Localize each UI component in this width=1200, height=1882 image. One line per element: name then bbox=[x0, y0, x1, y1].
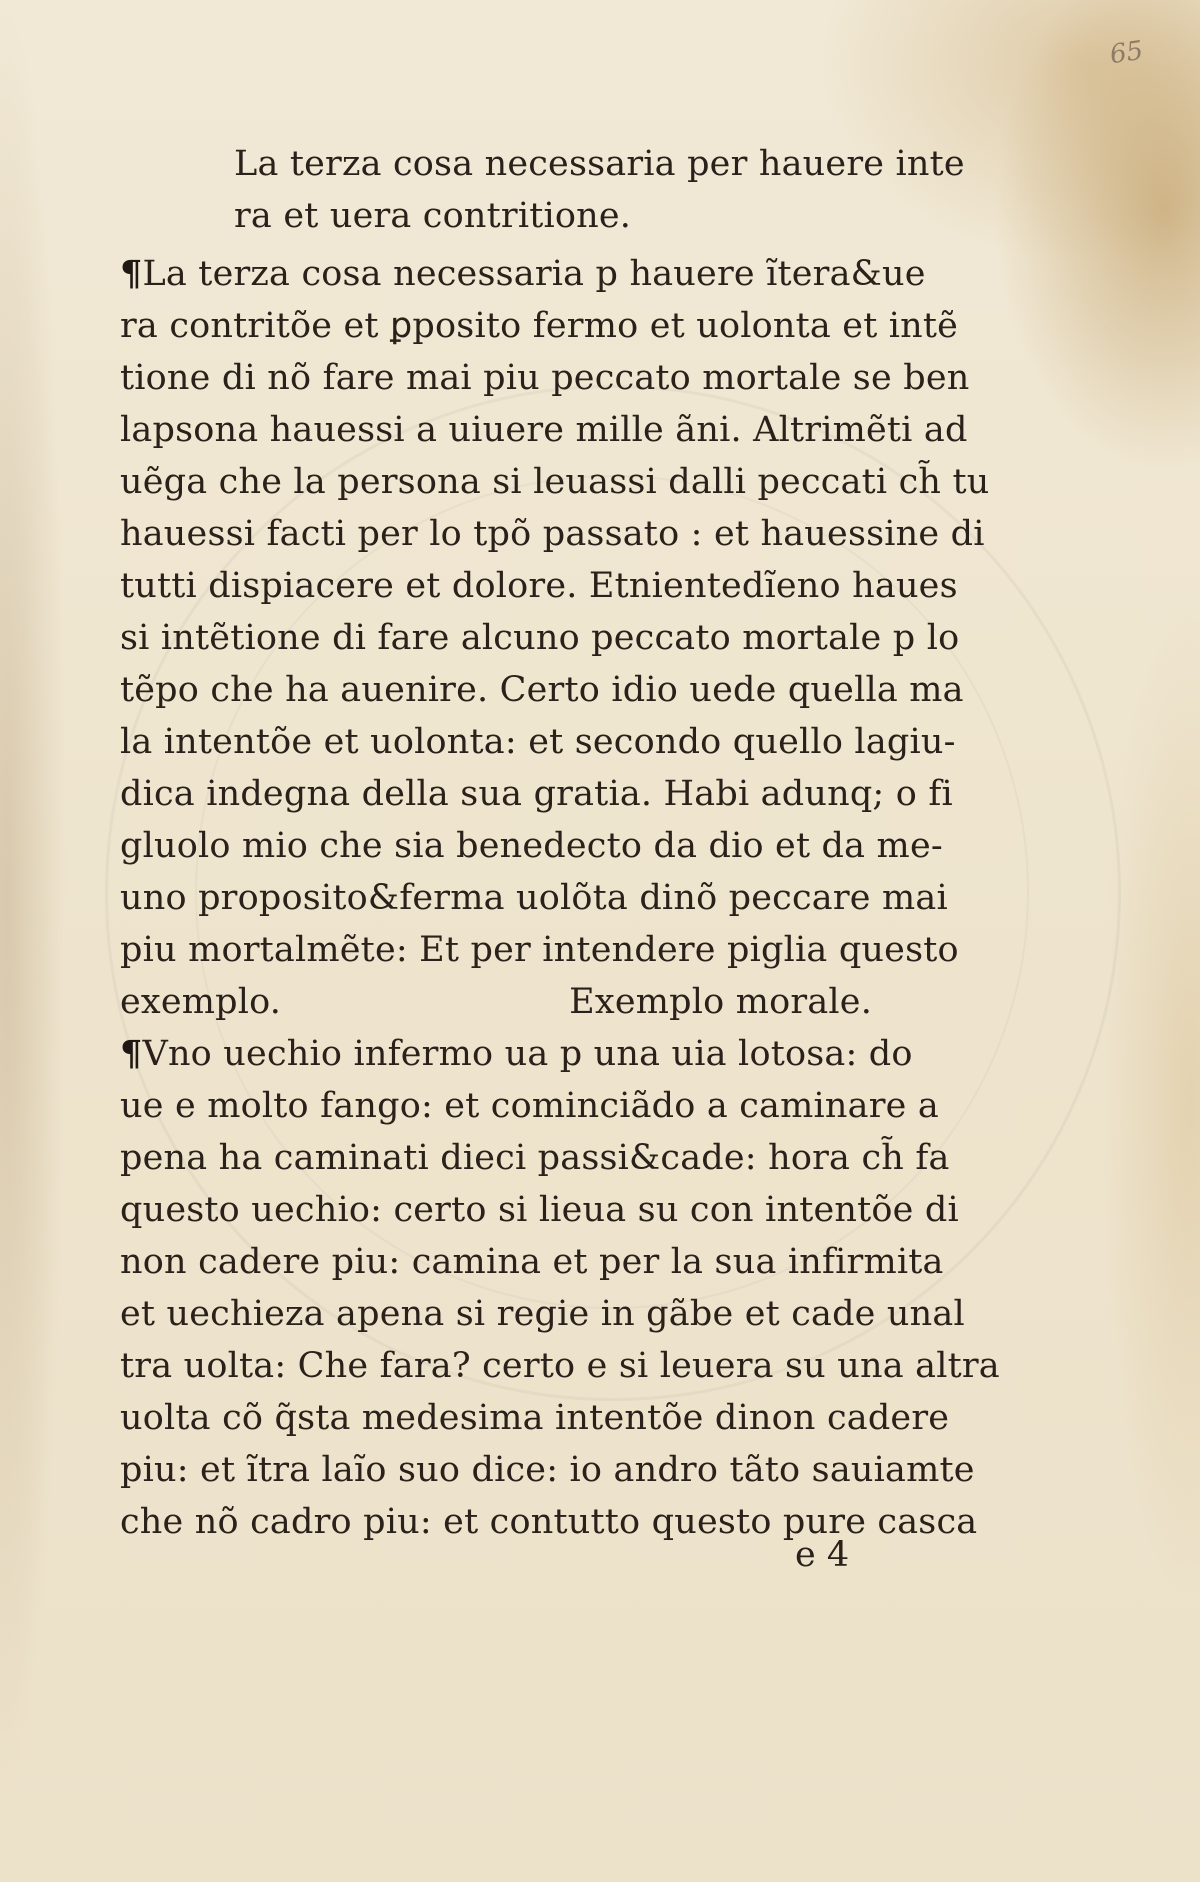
text-line: piu: et ĩtra laĩo suo dice: io andro tãto sauiamte bbox=[120, 1450, 975, 1490]
text-line: tra uolta: Che fara? certo e si leuera su una altra bbox=[120, 1346, 1000, 1386]
text-line: uolta cõ q̃sta medesima intentõe dinon cadere bbox=[120, 1398, 950, 1438]
text-line: tutti dispiacere et dolore. Etnientedĩeno haues bbox=[120, 566, 958, 606]
text-line: piu mortalmẽte: Et per intendere piglia questo bbox=[120, 930, 959, 970]
folio-mark: 65 bbox=[1108, 35, 1146, 71]
line-text: Vno uechio infermo ua p una uia lotosa: do bbox=[142, 1034, 913, 1074]
text-line: et uechieza apena si regie in gãbe et cade unal bbox=[120, 1294, 965, 1334]
signature-mark: e 4 bbox=[795, 1535, 850, 1575]
exemplo-line bbox=[120, 976, 1000, 1028]
pilcrow-mark: ¶ bbox=[120, 253, 143, 294]
exemplo-word: exemplo. bbox=[120, 982, 282, 1022]
text-line: tẽpo che ha auenire. Certo idio uede quella ma bbox=[120, 670, 964, 710]
text-line: tione di nõ fare mai piu peccato mortale se ben bbox=[120, 358, 970, 398]
text-line: non cadere piu: camina et per la sua infirmita bbox=[120, 1242, 944, 1282]
text-line: la intentõe et uolonta: et secondo quello lagiu- bbox=[120, 722, 956, 762]
text-line: che nõ cadro piu: et contutto questo pure casca bbox=[120, 1502, 978, 1542]
heading-line: ra et uera contritione. bbox=[234, 196, 632, 236]
text-line: lapsona hauessi a uiuere mille ãni. Altrimẽti ad bbox=[120, 410, 968, 450]
text-line: uno proposito&ferma uolõta dinõ peccare mai bbox=[120, 878, 948, 918]
text-line: dica indegna della sua gratia. Habi adunq; o fi bbox=[120, 774, 953, 814]
line-text: La terza cosa necessaria p hauere ĩtera&ue bbox=[142, 254, 926, 294]
main-text bbox=[120, 248, 1000, 1548]
heading-line: La terza cosa necessaria per hauere inte bbox=[234, 144, 965, 184]
text-line bbox=[120, 1028, 1000, 1080]
text-line: ra contritõe et ꝑposito fermo et uolonta et intẽ bbox=[120, 306, 959, 346]
exemplo-morale-heading: Exemplo morale. bbox=[569, 982, 873, 1022]
text-line: pena ha caminati dieci passi&cade: hora ch̃ fa bbox=[120, 1138, 950, 1178]
text-line: questo uechio: certo si lieua su con intentõe di bbox=[120, 1190, 959, 1230]
text-line: hauessi facti per lo tpõ passato : et hauessine di bbox=[120, 514, 985, 554]
text-line: uẽga che la persona si leuassi dalli peccati ch̃ tu bbox=[120, 462, 990, 502]
pilcrow-mark: ¶ bbox=[120, 1033, 143, 1074]
text-line bbox=[120, 248, 1000, 300]
text-line: ue e molto fango: et cominciãdo a caminare a bbox=[120, 1086, 939, 1126]
chapter-heading bbox=[234, 138, 965, 242]
text-line: si intẽtione di fare alcuno peccato mortale p lo bbox=[120, 618, 960, 658]
text-line: gluolo mio che sia benedecto da dio et da me- bbox=[120, 826, 943, 866]
